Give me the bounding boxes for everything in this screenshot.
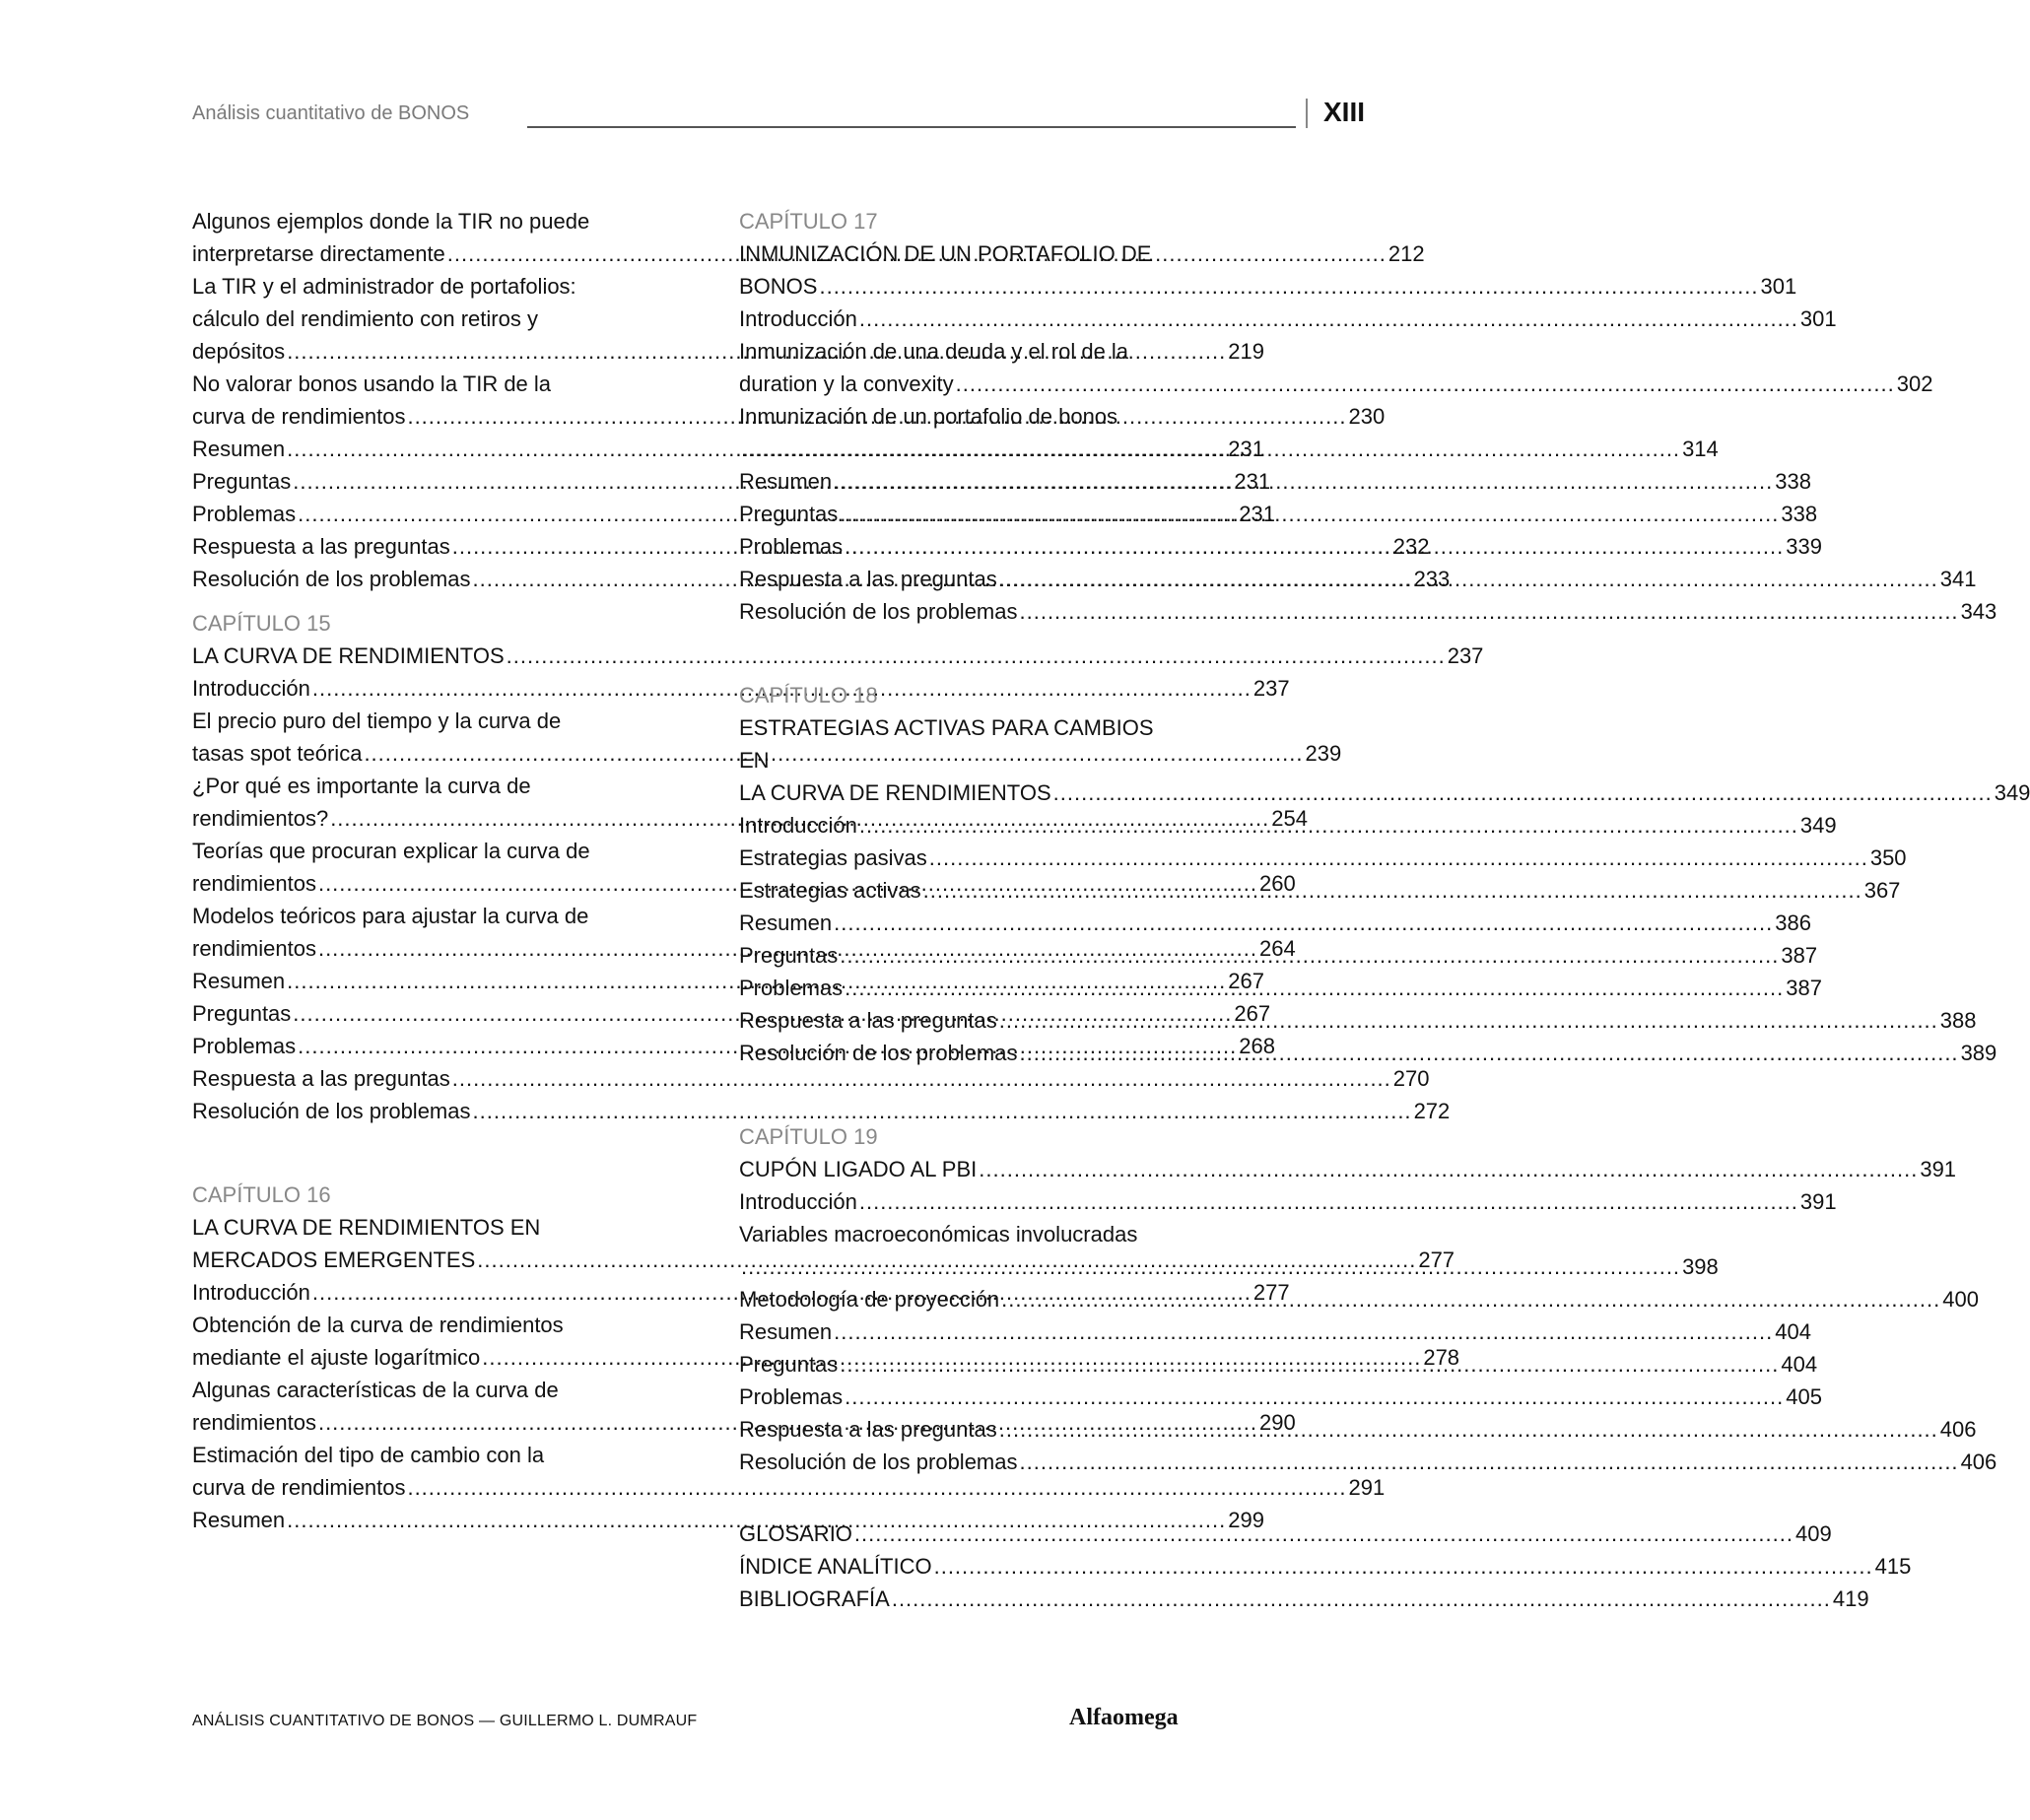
toc-entry-title: tasas spot teórica: [192, 741, 363, 766]
footer-book-author: ANÁLISIS CUANTITATIVO DE BONOS — GUILLERMO L. DUMRAUF: [192, 1713, 698, 1729]
toc-entry[interactable]: [739, 1185, 1837, 1218]
toc-page-number: 389: [1960, 1041, 1997, 1065]
toc-entry-title: curva de rendimientos: [192, 1475, 406, 1500]
toc-page-number: 386: [1775, 910, 1811, 935]
toc-entry-text-line: Teorías que procuran explicar la curva de: [192, 839, 590, 863]
toc-entry[interactable]: [739, 1315, 1811, 1348]
dot-leader: [741, 1250, 1680, 1283]
toc-entry-text-line: Variables macroeconómicas involucradas: [739, 1222, 1138, 1247]
toc-page-number: 231: [1239, 502, 1275, 526]
toc-page-number: 232: [1392, 534, 1430, 559]
toc-page-number: 404: [1781, 1352, 1818, 1377]
chapter-heading: CAPÍTULO 19: [739, 1124, 878, 1149]
running-title: Análisis cuantitativo de BONOS: [192, 102, 475, 125]
toc-entry-text-line: Inmunización de un portafolio de bonos: [739, 404, 1118, 429]
toc-entry-text-line: ESTRATEGIAS ACTIVAS PARA CAMBIOS EN: [739, 715, 1154, 773]
dot-leader: [834, 465, 1773, 498]
toc-entry-title: Problemas: [192, 1034, 297, 1058]
dot-leader: [1020, 595, 1959, 628]
toc-entry-text-line: Obtención de la curva de rendimientos: [192, 1313, 564, 1337]
dot-leader: [819, 270, 1758, 303]
section-gap: [739, 628, 1178, 667]
toc-page-number: 231: [1234, 469, 1271, 494]
toc-page-number: 268: [1239, 1034, 1275, 1058]
toc-entry[interactable]: [739, 1583, 1869, 1615]
toc-page-number: 415: [1874, 1554, 1912, 1579]
toc-entry-title: Resolución de los problemas: [739, 1041, 1018, 1065]
toc-page-number: 277: [1252, 1280, 1290, 1305]
toc-page-number: 341: [1939, 567, 1977, 591]
toc-page-number: 233: [1413, 567, 1451, 591]
toc-entry-title: GLOSARIO: [739, 1521, 852, 1546]
toc-entry-title: CUPÓN LIGADO AL PBI: [739, 1157, 978, 1181]
toc-page-number: 343: [1960, 599, 1997, 624]
chapter-heading: CAPÍTULO 18: [739, 683, 878, 708]
toc-entry[interactable]: [739, 1381, 1822, 1413]
toc-entry-title: Resumen: [739, 910, 833, 935]
toc-page-number: 230: [1348, 404, 1386, 429]
toc-page-number: 260: [1259, 871, 1296, 896]
toc-entry-text-line: Estimación del tipo de cambio con la: [192, 1443, 545, 1467]
toc-page-number: 267: [1228, 969, 1264, 993]
toc-entry-title: Problemas: [739, 976, 844, 1000]
toc-page-number: 264: [1259, 936, 1296, 961]
header-rule: [527, 126, 1296, 128]
toc-entry-title: Problemas: [739, 534, 844, 559]
dot-leader: [854, 1517, 1793, 1550]
toc-page-number: 301: [1799, 306, 1837, 331]
dot-leader: [934, 1550, 1873, 1583]
toc-entry-title: curva de rendimientos: [192, 404, 406, 429]
toc-page-number: 409: [1794, 1521, 1832, 1546]
toc-page-number: 277: [1418, 1247, 1455, 1272]
toc-page-number: 388: [1939, 1008, 1977, 1033]
toc-page-number: 299: [1228, 1508, 1264, 1532]
toc-entry-title: Introducción: [192, 676, 310, 701]
toc-page-number: 314: [1682, 437, 1719, 461]
dot-leader: [859, 303, 1798, 335]
toc-entry-title: BIBLIOGRAFÍA: [739, 1586, 890, 1611]
toc-page-number: 398: [1682, 1254, 1719, 1279]
toc-page-number: 267: [1234, 1001, 1271, 1026]
dot-leader: [923, 874, 1862, 907]
toc-page-number: 387: [1781, 943, 1818, 968]
toc-page-number: 290: [1259, 1410, 1296, 1435]
toc-entry-title: Preguntas: [739, 502, 839, 526]
toc-page-number: 237: [1447, 643, 1484, 668]
toc-entry-title: Introducción: [739, 813, 857, 838]
toc-entry-title: Resolución de los problemas: [739, 1449, 1018, 1474]
dot-leader: [840, 1348, 1779, 1381]
toc-page-number: 338: [1781, 502, 1818, 526]
toc-page-number: 270: [1392, 1066, 1430, 1091]
dot-leader: [1001, 1283, 1940, 1315]
toc-entry-title: Metodología de proyección: [739, 1287, 1000, 1312]
toc-entry-text-line: Inmunización de una deuda y el rol de la: [739, 339, 1129, 364]
toc-entry-title: Estrategias activas: [739, 878, 921, 903]
toc-entry[interactable]: [192, 1062, 1430, 1095]
toc-entry-title: Resolución de los problemas: [192, 567, 471, 591]
toc-entry-title: rendimientos: [192, 936, 316, 961]
toc-entry-text-line: Algunas características de la curva de: [192, 1378, 559, 1402]
toc-entry-text-line: La TIR y el administrador de portafolios:: [192, 274, 576, 299]
toc-entry-title: Respuesta a las preguntas: [739, 1008, 997, 1033]
dot-leader: [1053, 776, 1993, 809]
toc-entry-title: interpretarse directamente: [192, 241, 445, 266]
dot-leader: [741, 433, 1680, 465]
toc-entry-title: Resumen: [739, 469, 833, 494]
dot-leader: [834, 907, 1773, 939]
toc-entry-title: Problemas: [739, 1384, 844, 1409]
toc-page-number: 254: [1271, 806, 1308, 831]
toc-page-number: 387: [1786, 976, 1822, 1000]
section-gap: [739, 1069, 1178, 1109]
toc-entry-title: Respuesta a las preguntas: [739, 1417, 997, 1442]
toc-entry-title: Estrategias pasivas: [739, 845, 927, 870]
toc-entry[interactable]: [739, 303, 1837, 335]
toc-page-number: 400: [1942, 1287, 1979, 1312]
toc-page-number: 338: [1775, 469, 1811, 494]
dot-leader: [845, 530, 1784, 563]
publisher-logo: Alfaomega: [1069, 1705, 1179, 1730]
toc-entry-text-line: LA CURVA DE RENDIMIENTOS EN: [192, 1215, 541, 1240]
toc-entry-title: Respuesta a las preguntas: [192, 1066, 450, 1091]
toc-entry-title: Preguntas: [192, 469, 292, 494]
toc-entry-title: ÍNDICE ANALÍTICO: [739, 1554, 932, 1579]
toc-entry-title: Resumen: [192, 1508, 286, 1532]
chapter-heading: CAPÍTULO 16: [192, 1182, 331, 1207]
toc-page-number: 350: [1869, 845, 1907, 870]
dot-leader: [845, 972, 1784, 1004]
toc-page-number: 219: [1228, 339, 1264, 364]
toc-entry[interactable]: [739, 842, 1907, 874]
section-gap: [192, 1127, 631, 1167]
toc-entry-title: Introducción: [739, 306, 857, 331]
toc-page-number: 212: [1387, 241, 1425, 266]
toc-page-number: 404: [1775, 1319, 1811, 1344]
toc-entry-title: Resumen: [192, 437, 286, 461]
toc-entry-title: depósitos: [192, 339, 286, 364]
toc-entry-text-line: El precio puro del tiempo y la curva de: [192, 708, 562, 733]
toc-page-number: 419: [1832, 1586, 1869, 1611]
toc-entry-title: MERCADOS EMERGENTES: [192, 1247, 476, 1272]
toc-entry-title: LA CURVA DE RENDIMIENTOS: [739, 780, 1051, 805]
toc-entry[interactable]: [739, 1446, 1997, 1478]
toc-page-number: 237: [1252, 676, 1290, 701]
toc-entry[interactable]: [192, 433, 1264, 465]
dot-leader: [840, 498, 1779, 530]
toc-page-number: 231: [1228, 437, 1264, 461]
dot-leader: [929, 842, 1868, 874]
toc-entry-title: Resolución de los problemas: [192, 1099, 471, 1123]
section-gap: [739, 1478, 1178, 1517]
toc-entry-title: mediante el ajuste logarítmico: [192, 1345, 481, 1370]
dot-leader: [979, 1153, 1918, 1185]
toc-entry-text-line: ¿Por qué es importante la curva de: [192, 774, 531, 798]
dot-leader: [840, 939, 1779, 972]
toc-entry-title: BONOS: [739, 274, 818, 299]
toc-entry[interactable]: [739, 907, 1811, 939]
toc-page-number: 302: [1896, 371, 1933, 396]
toc-entry-title: LA CURVA DE RENDIMIENTOS: [192, 643, 505, 668]
toc-page-number: 406: [1960, 1449, 1997, 1474]
toc-entry-title: Problemas: [192, 502, 297, 526]
toc-entry-title: Resumen: [192, 969, 286, 993]
toc-entry-title: rendimientos: [192, 871, 316, 896]
toc-entry-title: rendimientos: [192, 1410, 316, 1435]
toc-page-number: 339: [1786, 534, 1822, 559]
dot-leader: [845, 1381, 1784, 1413]
dot-leader: [956, 368, 1895, 400]
toc-entry-title: duration y la convexity: [739, 371, 954, 396]
toc-entry-title: Preguntas: [739, 1352, 839, 1377]
toc-page-number: 349: [1799, 813, 1837, 838]
toc-entry-text-line: Modelos teóricos para ajustar la curva de: [192, 904, 589, 928]
toc-entry-text-line: cálculo del rendimiento con retiros y: [192, 306, 538, 331]
chapter-heading: CAPÍTULO 15: [192, 611, 331, 636]
dot-leader: [999, 1413, 1938, 1446]
toc-entry[interactable]: [192, 1095, 1451, 1127]
dot-leader: [999, 1004, 1938, 1037]
toc-entry-title: Resumen: [739, 1319, 833, 1344]
toc-page-number: 391: [1920, 1157, 1957, 1181]
toc-page-number: 405: [1786, 1384, 1822, 1409]
toc-entry-title: Preguntas: [739, 943, 839, 968]
toc-entry-title: Resolución de los problemas: [739, 599, 1018, 624]
toc-entry-title: rendimientos?: [192, 806, 329, 831]
toc-entry-text-line: No valorar bonos usando la TIR de la: [192, 371, 552, 396]
toc-page-number: 239: [1305, 741, 1342, 766]
toc-entry-text-line: Algunos ejemplos donde la TIR no puede: [192, 209, 590, 234]
toc-page-number: 406: [1939, 1417, 1977, 1442]
toc-page-number: 272: [1413, 1099, 1451, 1123]
toc-page-number: 278: [1423, 1345, 1460, 1370]
toc-entry-title: Respuesta a las preguntas: [739, 567, 997, 591]
toc-entry[interactable]: [192, 640, 1484, 672]
toc-entry-text-line: INMUNIZACIÓN DE UN PORTAFOLIO DE: [739, 241, 1152, 266]
toc-page-number: 291: [1348, 1475, 1386, 1500]
toc-entry-title: Preguntas: [192, 1001, 292, 1026]
header-separator: [1306, 99, 1308, 128]
dot-leader: [859, 809, 1798, 842]
toc-page-number: 367: [1863, 878, 1901, 903]
page-header: [192, 97, 1366, 132]
dot-leader: [892, 1583, 1831, 1615]
toc-page-number: 391: [1799, 1189, 1837, 1214]
dot-leader: [1020, 1446, 1959, 1478]
toc-page-number: 301: [1760, 274, 1797, 299]
toc-entry-title: Introducción: [739, 1189, 857, 1214]
dot-leader: [834, 1315, 1773, 1348]
toc-entry[interactable]: [739, 1153, 1957, 1185]
toc-entry-title: Respuesta a las preguntas: [192, 534, 450, 559]
toc-page-number: 349: [1994, 780, 2030, 805]
toc-entry[interactable]: [739, 595, 1997, 628]
page-number: XIII: [1323, 97, 1366, 127]
toc-entry[interactable]: [739, 1550, 1912, 1583]
toc-entry-title: Introducción: [192, 1280, 310, 1305]
chapter-heading: CAPÍTULO 17: [739, 209, 878, 234]
dot-leader: [1020, 1037, 1959, 1069]
dot-leader: [859, 1185, 1798, 1218]
dot-leader: [999, 563, 1938, 595]
